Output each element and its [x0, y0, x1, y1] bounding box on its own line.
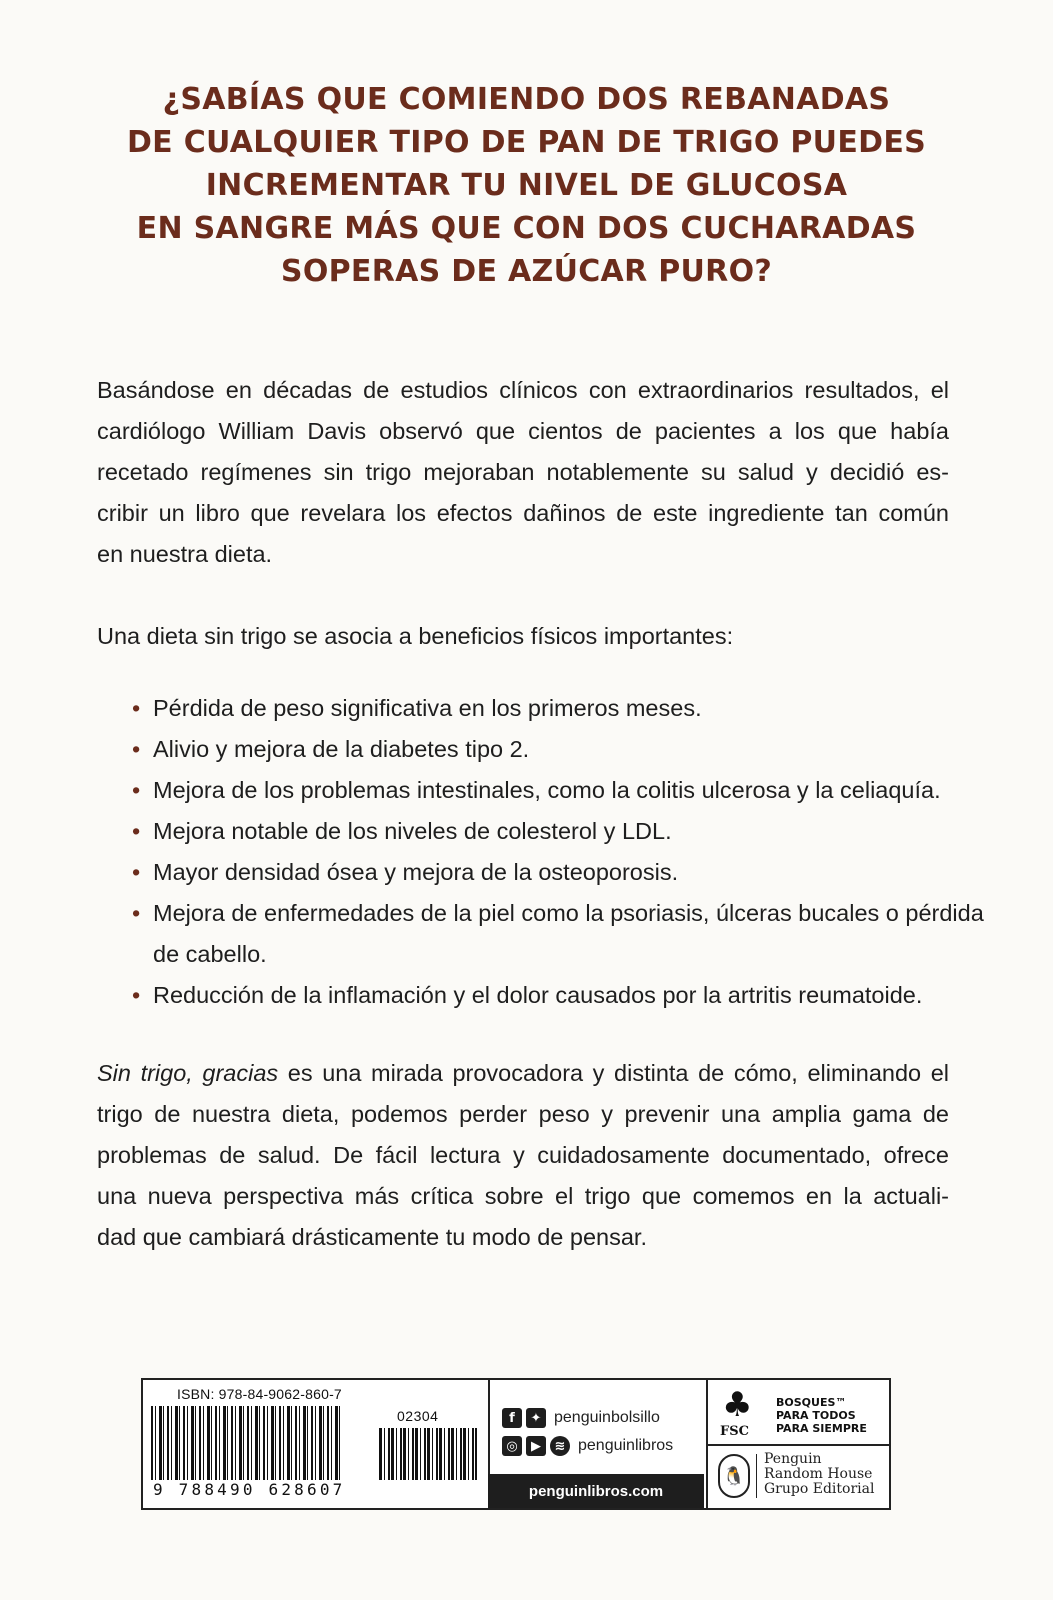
headline-line: INCREMENTAR TU NIVEL DE GLUCOSA	[205, 168, 848, 203]
paragraph-line: cardiólogo William Davis observó que cientos de pacientes a los que había	[97, 418, 949, 444]
spotify-icon: ≋	[550, 1436, 570, 1456]
fsc-cell	[706, 1380, 889, 1446]
bullet-marker: •	[132, 695, 141, 721]
barcode-panel	[141, 1378, 891, 1510]
paragraph-line: Basándose en décadas de estudios clínicos con extraordinarios resultados, el	[97, 377, 949, 403]
list-item-text: Mayor densidad ósea y mejora de la osteoporosis.	[153, 859, 679, 885]
publisher-line: Penguin	[764, 1451, 822, 1467]
youtube-icon: ▶	[526, 1436, 546, 1456]
list-item-text: Mejora de enfermedades de la piel como la psoriasis, úlceras bucales o pérdida	[153, 900, 984, 926]
fsc-slogan-line: PARA SIEMPRE	[776, 1422, 867, 1435]
barcode-cell	[143, 1380, 490, 1508]
penguin-logo-icon: 🐧	[718, 1454, 750, 1498]
paragraph-line: trigo de nuestra dieta, podemos perder peso y prevenir una amplia gama de	[97, 1101, 949, 1127]
publisher-name	[764, 1452, 874, 1497]
list-item-continuation: de cabello.	[153, 941, 267, 967]
social-handle: penguinbolsillo	[554, 1409, 660, 1426]
social-row-bolsillo	[502, 1406, 660, 1430]
website-bar: penguinlibros.com	[488, 1474, 704, 1508]
fsc-slogan-line: BOSQUES™	[776, 1396, 847, 1409]
bullet-marker: •	[132, 818, 141, 844]
benefits-list	[132, 688, 984, 1016]
bullet-marker: •	[132, 900, 141, 926]
list-item	[132, 852, 952, 893]
fsc-label: FSC	[720, 1424, 749, 1439]
publisher-divider	[756, 1454, 757, 1498]
intro-paragraph	[97, 370, 949, 575]
paragraph-line: cribir un libro que revelara los efectos dañinos de este ingrediente tan común	[97, 500, 949, 526]
headline	[98, 78, 955, 293]
barcode-addon-number: 02304	[397, 1408, 439, 1424]
fsc-slogan	[776, 1396, 867, 1435]
list-item	[132, 975, 952, 1016]
headline-line: DE CUALQUIER TIPO DE PAN DE TRIGO PUEDES	[126, 125, 927, 160]
list-item	[132, 688, 952, 729]
headline-line: SOPERAS DE AZÚCAR PURO?	[280, 254, 773, 289]
list-item	[132, 729, 952, 770]
publisher-line: Grupo Editorial	[764, 1481, 875, 1497]
isbn-label: ISBN: 978-84-9062-860-7	[177, 1386, 342, 1402]
fsc-tree-icon: ♣	[722, 1385, 753, 1425]
social-row-libros	[502, 1434, 673, 1458]
bullet-marker: •	[132, 736, 141, 762]
publisher-line: Random House	[764, 1466, 873, 1482]
bullet-marker: •	[132, 777, 141, 803]
list-item-text: Mejora notable de los niveles de colesterol y LDL.	[153, 818, 672, 844]
paragraph-line: dad que cambiará drásticamente tu modo de pensar.	[97, 1224, 647, 1250]
publisher-cell	[706, 1444, 889, 1508]
list-item-text: Pérdida de peso significativa en los primeros meses.	[153, 695, 702, 721]
fsc-slogan-line: PARA TODOS	[776, 1409, 856, 1422]
list-item	[132, 770, 952, 811]
list-item-text: Reducción de la inflamación y el dolor causados por la artritis reumatoide.	[153, 982, 923, 1008]
social-cell	[488, 1380, 708, 1508]
facebook-icon: f	[502, 1408, 522, 1428]
closing-paragraph	[97, 1053, 949, 1258]
paragraph-line: recetado regímenes sin trigo mejoraban notablemente su salud y decidió es-	[97, 459, 949, 485]
headline-line: EN SANGRE MÁS QUE CON DOS CUCHARADAS	[136, 211, 917, 246]
social-handle: penguinlibros	[578, 1437, 674, 1454]
headline-line: ¿SABÍAS QUE COMIENDO DOS REBANADAS	[162, 82, 891, 117]
paragraph-line: problemas de salud. De fácil lectura y cuidadosamente documentado, ofrece	[97, 1142, 949, 1168]
paragraph-line-rest: es una mirada provocadora y distinta de cómo, eliminando el	[278, 1060, 949, 1086]
list-item	[132, 811, 952, 852]
paragraph-line: en nuestra dieta.	[97, 541, 273, 567]
bullet-marker: •	[132, 859, 141, 885]
barcode-digits: 9 788490 628607	[153, 1480, 346, 1499]
book-title: Sin trigo, gracias	[97, 1060, 279, 1086]
list-item-text: Alivio y mejora de la diabetes tipo 2.	[153, 736, 530, 762]
instagram-icon: ◎	[502, 1436, 522, 1456]
paragraph-line: una nueva perspectiva más crítica sobre el trigo que comemos en la actuali-	[97, 1183, 949, 1209]
paragraph-line	[97, 1053, 949, 1094]
list-item	[132, 893, 984, 975]
twitter-icon: ✦	[526, 1408, 546, 1428]
list-item-text: Mejora de los problemas intestinales, como la colitis ulcerosa y la celiaquía.	[153, 777, 941, 803]
barcode-bars	[151, 1406, 341, 1480]
barcode-addon-bars	[379, 1428, 477, 1480]
bullet-marker: •	[132, 982, 141, 1008]
benefits-lead: Una dieta sin trigo se asocia a beneficios físicos importantes:	[97, 623, 734, 649]
